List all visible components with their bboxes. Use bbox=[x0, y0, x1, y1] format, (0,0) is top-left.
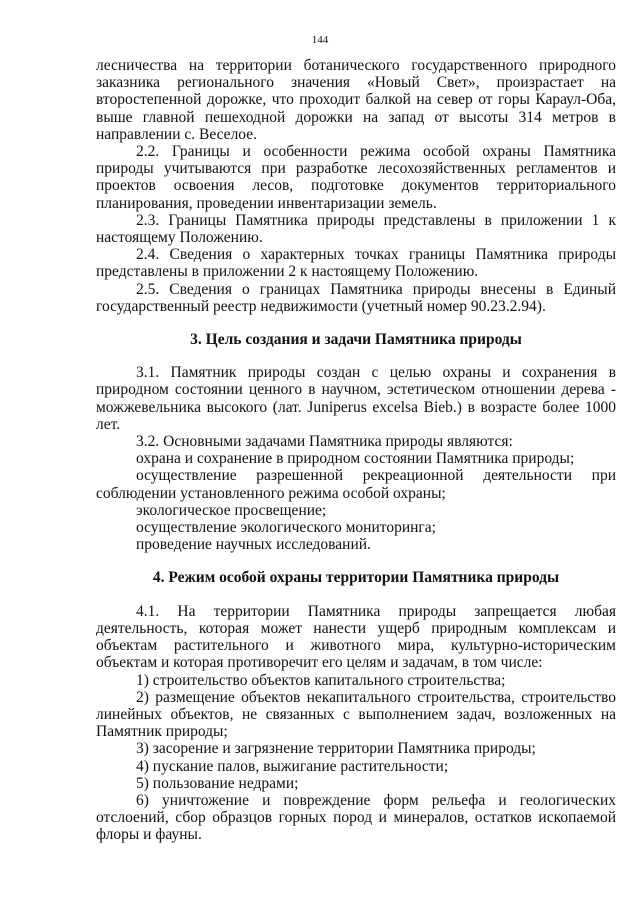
paragraph-forestry-location: лесничества на территории ботанического государственного природного заказника регионального значения «Новый Свет», произрастает на второстепенной дорожке, что проходит балкой на север от горы Караул-Оба, выше главной пешеходной дорожки на запад от высоты 314 метров в направлении с. Веселое. bbox=[96, 57, 616, 143]
section-heading-3: 3. Цель создания и задачи Памятника природы bbox=[190, 331, 522, 349]
paragraph-4-1: 4.1. На территории Памятника природы запрещается любая деятельность, которая может нанести ущерб природным комплексам и объектам растительного и животного мира, культурно-историческим объектам и которая противоречит его целям и задачам, в том числе: bbox=[96, 602, 616, 672]
paragraph-2-4: 2.4. Сведения о характерных точках границы Памятника природы представлены в приложении 2 к настоящему Положению. bbox=[96, 246, 616, 281]
spacer bbox=[96, 587, 616, 603]
prohibition-item: 5) пользование недрами; bbox=[136, 774, 299, 792]
paragraph-3-1: 3.1. Памятник природы создан с целью охраны и сохранения в природном состоянии ценного в научном, эстетическом отношении дерева - можжевельника высокого (лат. Juniperus excelsa Bieb.) в возрасте более 1000 лет. bbox=[96, 364, 616, 433]
document-body bbox=[96, 57, 616, 844]
page-number: 144 bbox=[311, 34, 329, 46]
paragraph-2-5: 2.5. Сведения о границах Памятника природы внесены в Единый государственный реестр недвижимости (учетный номер 90.23.2.94). bbox=[96, 280, 616, 315]
prohibition-item: 4) пускание палов, выжигание растительности; bbox=[136, 757, 449, 775]
task-item: экологическое просвещение; bbox=[136, 501, 327, 519]
spacer bbox=[96, 553, 616, 569]
task-item: осуществление экологического мониторинга; bbox=[136, 519, 436, 537]
spacer bbox=[96, 348, 616, 364]
prohibition-item: 3) засорение и загрязнение территории Памятника природы; bbox=[136, 740, 536, 758]
paragraph-2-2: 2.2. Границы и особенности режима особой охраны Памятника природы учитываются при разработке лесохозяйственных регламентов и проектов освоения лесов, подготовке документов территориального планирования, проведении инвентаризации земель. bbox=[96, 143, 616, 212]
prohibition-item: 6) уничтожение и повреждение форм рельефа и геологических отслоений, сбор образцов горных пород и минералов, остатков ископаемой флоры и фауны. bbox=[96, 791, 616, 844]
task-item: проведение научных исследований. bbox=[136, 536, 371, 554]
paragraph-3-2: 3.2. Основными задачами Памятника природы являются: bbox=[136, 433, 513, 451]
task-item: охрана и сохранение в природном состоянии Памятника природы; bbox=[136, 450, 575, 468]
prohibition-item: 2) размещение объектов некапитального строительства, строительство линейных объектов, не связанных с выполнением задач, возложенных на Памятник природы; bbox=[96, 688, 616, 741]
paragraph-2-3: 2.3. Границы Памятника природы представлены в приложении 1 к настоящему Положению. bbox=[96, 211, 616, 247]
section-heading-4: 4. Режим особой охраны территории Памятника природы bbox=[152, 569, 560, 587]
task-item: осуществление разрешенной рекреационной деятельности при соблюдении установленного режима особой охраны; bbox=[96, 467, 616, 502]
prohibition-item: 1) строительство объектов капитального строительства; bbox=[136, 671, 506, 689]
spacer bbox=[96, 315, 616, 331]
